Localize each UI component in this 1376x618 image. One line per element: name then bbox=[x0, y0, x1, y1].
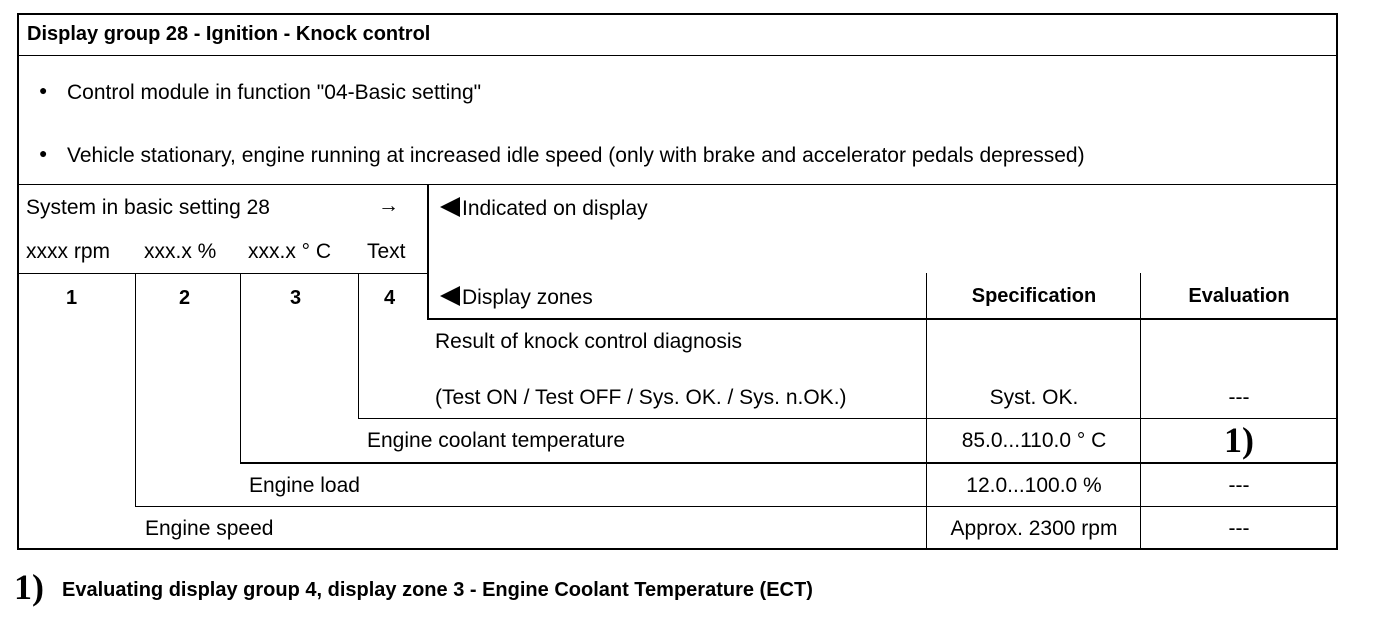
page-title: Display group 28 - Ignition - Knock control bbox=[27, 23, 431, 45]
row-engine-speed-spec: Approx. 2300 rpm bbox=[950, 517, 1118, 540]
bullet-text-2: Vehicle stationary, engine running at increased idle speed (only with brake and accelerator pedals depressed) bbox=[67, 144, 1085, 167]
row-engine-load-label: Engine load bbox=[249, 474, 360, 497]
pointer-triangle-icon bbox=[440, 286, 460, 306]
eval-column-left bbox=[1140, 273, 1141, 549]
zone-number-4: 4 bbox=[384, 287, 396, 309]
indicated-label: Indicated on display bbox=[462, 197, 648, 220]
bullet-text-1: Control module in function "04-Basic setting" bbox=[67, 81, 482, 104]
display-zones-label: Display zones bbox=[462, 286, 593, 309]
frame-left bbox=[17, 13, 19, 550]
unit-rpm: xxxx rpm bbox=[26, 240, 110, 263]
zone-number-2: 2 bbox=[179, 287, 191, 309]
display-box-right bbox=[427, 184, 429, 320]
indicated-on-display bbox=[440, 197, 648, 221]
header-specification: Specification bbox=[971, 285, 1097, 307]
stair-line-zone-1 bbox=[135, 273, 136, 507]
frame-right bbox=[1336, 13, 1338, 550]
zone-number-1: 1 bbox=[66, 287, 78, 309]
row-knock-diagnosis-eval: --- bbox=[1228, 386, 1250, 409]
row-knock-diagnosis-label-2: (Test ON / Test OFF / Sys. OK. / Sys. n.OK.) bbox=[435, 386, 847, 409]
row-engine-speed-eval: --- bbox=[1228, 517, 1250, 540]
frame-top bbox=[17, 13, 1338, 15]
unit-percent: xxx.x % bbox=[144, 240, 217, 263]
bullets-divider bbox=[17, 184, 1338, 185]
row-engine-speed-label: Engine speed bbox=[145, 517, 274, 540]
header-divider bbox=[428, 318, 1337, 320]
row-3-divider bbox=[135, 506, 1337, 507]
row-coolant-spec: 85.0...110.0 ° C bbox=[961, 429, 1107, 452]
row-2-divider bbox=[240, 462, 1337, 464]
bullet-icon: ● bbox=[39, 82, 48, 98]
row-knock-diagnosis-spec: Syst. OK. bbox=[989, 386, 1079, 409]
system-basic-setting-label: System in basic setting 28 bbox=[26, 196, 270, 219]
row-coolant-eval-footnote-ref: 1) bbox=[1224, 420, 1254, 460]
footnote-marker: 1) bbox=[14, 567, 44, 607]
row-coolant-label: Engine coolant temperature bbox=[367, 429, 625, 452]
title-divider bbox=[17, 55, 1338, 56]
unit-celsius: xxx.x ° C bbox=[248, 240, 332, 263]
row-engine-load-eval: --- bbox=[1228, 474, 1250, 497]
pointer-triangle-icon bbox=[440, 197, 460, 217]
display-zones bbox=[440, 286, 593, 310]
unit-text: Text bbox=[367, 240, 406, 263]
footnote-text: Evaluating display group 4, display zone 3 - Engine Coolant Temperature (ECT) bbox=[62, 579, 813, 601]
spec-column-left bbox=[926, 273, 927, 549]
stair-line-zone-3 bbox=[358, 273, 359, 419]
row-knock-diagnosis-label-1: Result of knock control diagnosis bbox=[435, 330, 742, 353]
row-engine-load-spec: 12.0...100.0 % bbox=[966, 474, 1102, 497]
zone-number-3: 3 bbox=[290, 287, 302, 309]
right-arrow-icon: → bbox=[378, 194, 399, 217]
bullet-icon: ● bbox=[39, 145, 48, 161]
header-evaluation: Evaluation bbox=[1188, 285, 1290, 307]
display-units-divider bbox=[17, 273, 428, 274]
stair-line-zone-2 bbox=[240, 273, 241, 464]
